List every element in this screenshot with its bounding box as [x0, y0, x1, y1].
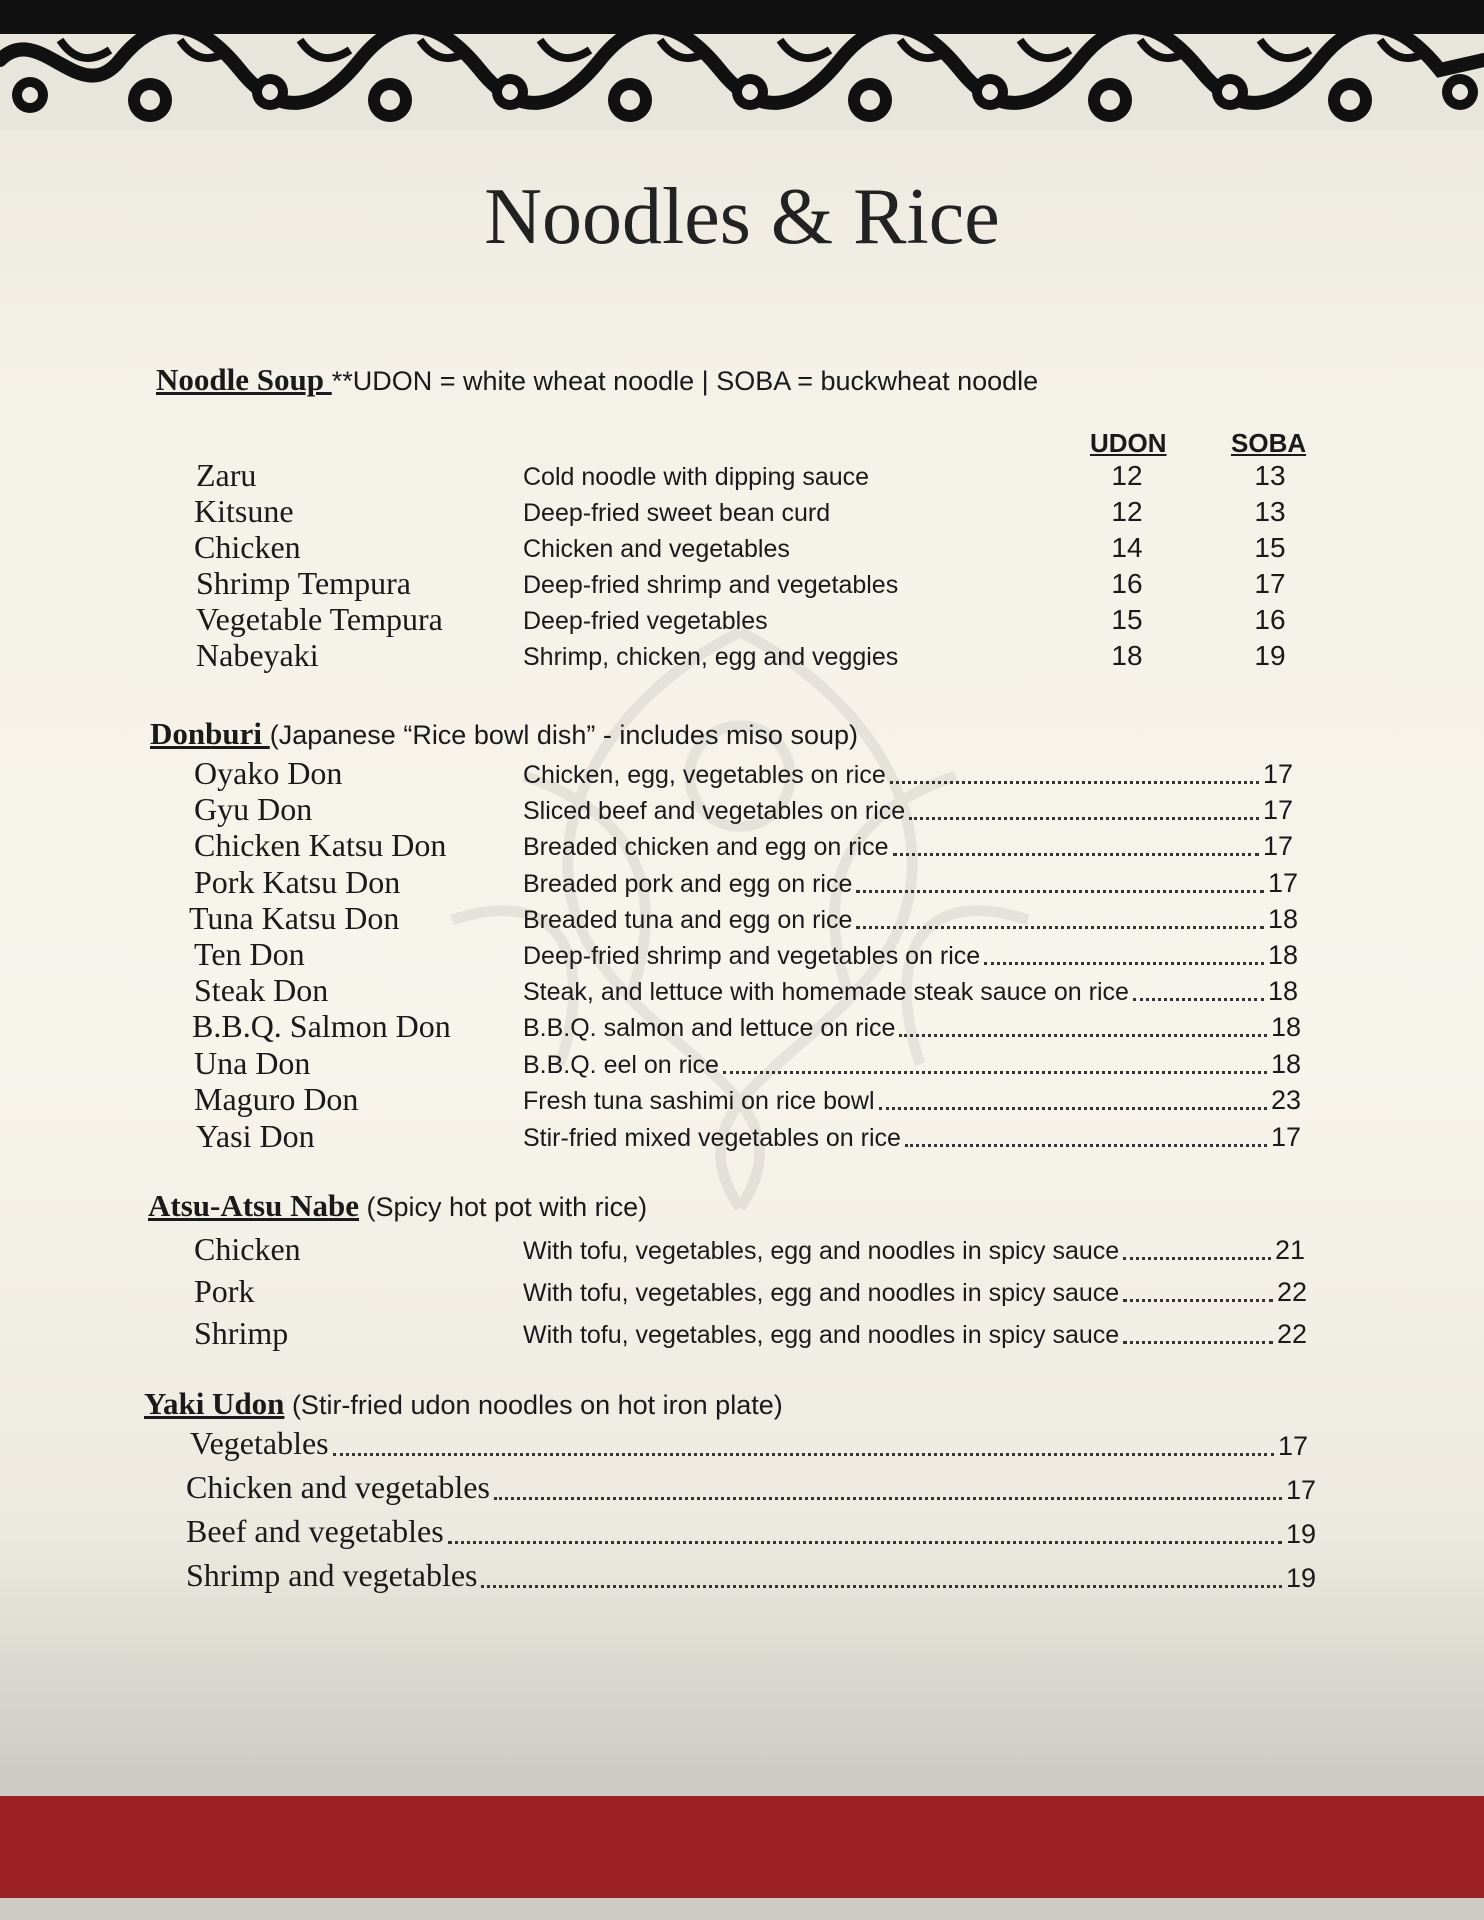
section-header-yaki-udon: [144, 1386, 783, 1422]
dot-leader: [893, 853, 1259, 856]
item-name: Steak Don: [194, 972, 329, 1008]
item-description: B.B.Q. eel on rice: [523, 1051, 719, 1079]
ornamental-scroll-banner: [0, 0, 1484, 130]
section-note: (Spicy hot pot with rice): [359, 1192, 648, 1222]
menu-item: [0, 602, 1484, 638]
menu-item: [0, 1119, 1484, 1155]
item-name: Chicken and vegetables: [186, 1469, 490, 1505]
dot-leader: [905, 1144, 1267, 1147]
item-description: Breaded pork and egg on rice: [523, 870, 853, 898]
menu-item: [0, 566, 1484, 602]
section-title: Yaki Udon: [144, 1386, 285, 1421]
dot-leader: [494, 1497, 1282, 1500]
dot-leader: [984, 962, 1264, 965]
item-price: 21: [1274, 1235, 1305, 1265]
dot-leader: [448, 1541, 1282, 1544]
item-name: Pork Katsu Don: [194, 864, 401, 900]
menu-item: [0, 1558, 1484, 1594]
item-description: Stir-fried mixed vegetables on rice: [523, 1124, 901, 1152]
item-name: Chicken: [194, 1231, 301, 1267]
section-note: (Stir-fried udon noodles on hot iron plate): [284, 1390, 783, 1420]
udon-price: 16: [1111, 568, 1143, 599]
soba-price: 13: [1254, 460, 1286, 491]
menu-item: [0, 1470, 1484, 1506]
item-description: With tofu, vegetables, egg and noodles in spicy sauce: [523, 1279, 1120, 1307]
item-description: Chicken and vegetables: [523, 535, 790, 563]
item-description: Steak, and lettuce with homemade steak sauce on rice: [523, 978, 1129, 1006]
menu-item: [0, 901, 1484, 937]
item-price: 17: [1262, 795, 1293, 825]
soba-price: 16: [1254, 604, 1286, 635]
item-price: 19: [1285, 1519, 1316, 1549]
menu-item: [0, 1514, 1484, 1550]
dot-leader: [1123, 1257, 1271, 1260]
menu-item: [0, 937, 1484, 973]
menu-item: [0, 1274, 1484, 1310]
item-name: Nabeyaki: [196, 637, 319, 673]
udon-price: 18: [1111, 640, 1143, 671]
soba-price: 13: [1254, 496, 1286, 527]
section-note: (Japanese “Rice bowl dish” - includes miso soup): [269, 720, 858, 750]
item-description: Deep-fried vegetables: [523, 607, 768, 635]
menu-item: [0, 494, 1484, 530]
item-name: Chicken Katsu Don: [194, 827, 447, 863]
item-description: Deep-fried shrimp and vegetables: [523, 571, 899, 599]
item-price: 17: [1267, 868, 1298, 898]
udon-price: 12: [1111, 460, 1143, 491]
dot-leader: [909, 817, 1259, 820]
menu-item: [0, 1232, 1484, 1268]
section-title: Noodle Soup: [156, 362, 332, 397]
menu-item: [0, 1082, 1484, 1118]
dot-leader: [856, 890, 1264, 893]
column-header-udon: UDON: [1090, 428, 1167, 458]
section-title: Donburi: [150, 716, 270, 751]
item-name: Shrimp and vegetables: [186, 1557, 478, 1593]
item-price: 17: [1262, 759, 1293, 789]
item-name: B.B.Q. Salmon Don: [192, 1008, 451, 1044]
item-name: Kitsune: [194, 493, 294, 529]
item-description: Deep-fried sweet bean curd: [523, 499, 831, 527]
menu-item: [0, 638, 1484, 674]
dot-leader: [899, 1034, 1267, 1037]
item-description: With tofu, vegetables, egg and noodles in spicy sauce: [523, 1321, 1120, 1349]
udon-price: 12: [1111, 496, 1143, 527]
item-price: 19: [1285, 1563, 1316, 1593]
item-price: 18: [1267, 940, 1298, 970]
menu-item: [0, 1426, 1484, 1462]
dot-leader: [1123, 1299, 1273, 1302]
item-price: 17: [1277, 1431, 1308, 1461]
item-description: Shrimp, chicken, egg and veggies: [523, 643, 899, 671]
page-title: Noodles & Rice: [484, 173, 1000, 261]
item-price: 18: [1267, 904, 1298, 934]
item-description: Cold noodle with dipping sauce: [523, 463, 870, 491]
item-price: 17: [1262, 831, 1293, 861]
item-price: 17: [1270, 1122, 1301, 1152]
item-description: Breaded chicken and egg on rice: [523, 833, 889, 861]
item-description: Deep-fried shrimp and vegetables on rice: [523, 942, 981, 970]
dot-leader: [879, 1107, 1267, 1110]
item-description: Sliced beef and vegetables on rice: [523, 797, 906, 825]
menu-item: [0, 530, 1484, 566]
menu-item: [0, 458, 1484, 494]
item-name: Zaru: [196, 457, 257, 493]
column-header-soba: SOBA: [1231, 428, 1307, 458]
item-description: Chicken, egg, vegetables on rice: [523, 761, 886, 789]
soba-price: 17: [1254, 568, 1286, 599]
section-note: **UDON = white wheat noodle | SOBA = buckwheat noodle: [331, 366, 1039, 396]
menu-item: [0, 828, 1484, 864]
menu-item: [0, 1009, 1484, 1045]
item-name: Yasi Don: [196, 1118, 315, 1154]
item-name: Gyu Don: [194, 791, 313, 827]
item-price: 18: [1270, 1049, 1301, 1079]
section-header-donburi: [150, 716, 858, 752]
section-title: Atsu-Atsu Nabe: [148, 1188, 359, 1223]
menu-item: [0, 1316, 1484, 1352]
section-header-noodle-soup: [156, 362, 1038, 398]
dot-leader: [481, 1585, 1281, 1588]
item-description: With tofu, vegetables, egg and noodles in spicy sauce: [523, 1237, 1120, 1265]
item-price: 17: [1285, 1475, 1316, 1505]
udon-price: 14: [1111, 532, 1143, 563]
item-price: 23: [1270, 1085, 1301, 1115]
dot-leader: [333, 1453, 1274, 1456]
udon-price: 15: [1111, 604, 1143, 635]
menu-item: [0, 973, 1484, 1009]
item-name: Maguro Don: [194, 1081, 359, 1117]
footer-bar: [0, 1796, 1484, 1898]
item-price: 18: [1267, 976, 1298, 1006]
item-name: Oyako Don: [194, 755, 343, 791]
item-description: B.B.Q. salmon and lettuce on rice: [523, 1014, 896, 1042]
menu-item: [0, 756, 1484, 792]
soba-price: 19: [1254, 640, 1286, 671]
item-name: Ten Don: [194, 936, 305, 972]
dot-leader: [1133, 998, 1264, 1001]
item-name: Shrimp Tempura: [196, 565, 411, 601]
item-name: Pork: [194, 1273, 255, 1309]
dot-leader: [723, 1071, 1267, 1074]
item-name: Shrimp: [194, 1315, 289, 1351]
item-price: 22: [1276, 1277, 1307, 1307]
item-name: Vegetables: [190, 1425, 329, 1461]
item-name: Vegetable Tempura: [196, 601, 443, 637]
item-name: Una Don: [194, 1045, 311, 1081]
item-price: 18: [1270, 1012, 1301, 1042]
dot-leader: [856, 926, 1264, 929]
item-name: Chicken: [194, 529, 301, 565]
item-price: 22: [1276, 1319, 1307, 1349]
menu-item: [0, 1046, 1484, 1082]
item-description: Fresh tuna sashimi on rice bowl: [523, 1087, 875, 1115]
item-description: Breaded tuna and egg on rice: [523, 906, 853, 934]
dot-leader: [890, 781, 1259, 784]
item-name: Tuna Katsu Don: [189, 900, 400, 936]
dot-leader: [1123, 1341, 1273, 1344]
section-header-nabe: [148, 1188, 647, 1224]
item-name: Beef and vegetables: [186, 1513, 444, 1549]
menu-item: [0, 792, 1484, 828]
soba-price: 15: [1254, 532, 1286, 563]
menu-item: [0, 865, 1484, 901]
